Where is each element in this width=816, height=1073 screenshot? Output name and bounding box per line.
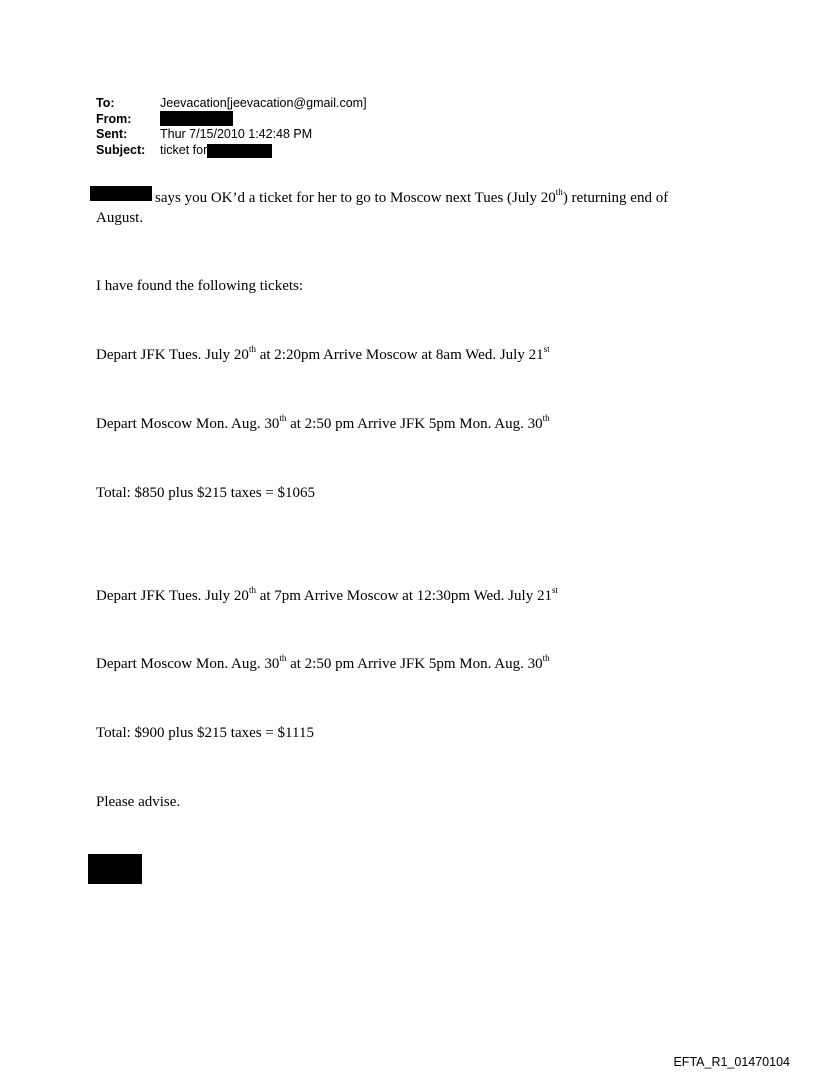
option1-depart-text-b: at 2:20pm Arrive Moscow at 8am Wed. July 21 xyxy=(255,347,544,363)
option2-depart-text-b: at 7pm Arrive Moscow at 12:30pm Wed. July 21 xyxy=(255,588,552,604)
document-id: EFTA_R1_01470104 xyxy=(673,1055,790,1069)
name-redaction xyxy=(90,186,152,201)
option1-return xyxy=(96,415,550,434)
subject-value xyxy=(160,143,272,159)
option2-depart-text-a: Depart JFK Tues. July 20 xyxy=(96,588,249,604)
option2-return-text-b: at 2:50 pm Arrive JFK 5pm Mon. Aug. 30 xyxy=(286,656,543,672)
option2-return-sup1: th xyxy=(279,653,287,663)
closing-text: Please advise. xyxy=(96,794,181,810)
option1-total: Total: $850 plus $215 taxes = $1065 xyxy=(96,485,316,501)
option1-depart xyxy=(96,346,550,365)
option1-return-sup1: th xyxy=(279,413,287,423)
option2-depart xyxy=(96,587,558,606)
sent-label: Sent: xyxy=(96,127,128,141)
option1-return-text-a: Depart Moscow Mon. Aug. 30 xyxy=(96,416,280,432)
signature-redaction xyxy=(88,854,142,884)
subject-redaction xyxy=(207,144,272,158)
option2-return xyxy=(96,655,550,674)
option1-depart-text-a: Depart JFK Tues. July 20 xyxy=(96,347,249,363)
to-value: Jeevacation[jeevacation@gmail.com] xyxy=(160,96,367,110)
from-redaction xyxy=(160,111,233,126)
option1-return-text-b: at 2:50 pm Arrive JFK 5pm Mon. Aug. 30 xyxy=(286,416,543,432)
intro-line-1 xyxy=(155,189,668,208)
intro-text-a: says you OK’d a ticket for her to go to Moscow next Tues (July 20 xyxy=(155,190,556,206)
intro-line-2: August. xyxy=(96,210,144,226)
option2-depart-sup2: st xyxy=(551,585,558,595)
option1-depart-sup2: st xyxy=(543,344,550,354)
from-value xyxy=(160,112,233,128)
to-label: To: xyxy=(96,96,115,110)
option2-depart-sup1: th xyxy=(248,585,256,595)
option2-total: Total: $900 plus $215 taxes = $1115 xyxy=(96,725,314,741)
option1-return-sup2: th xyxy=(542,413,550,423)
intro-sup: th xyxy=(555,187,563,197)
subject-text: ticket for xyxy=(160,142,208,157)
found-text: I have found the following tickets: xyxy=(96,278,304,294)
sent-value: Thur 7/15/2010 1:42:48 PM xyxy=(160,127,313,141)
intro-text-b: ) returning end of xyxy=(562,190,669,206)
subject-label: Subject: xyxy=(96,142,146,157)
option1-depart-sup1: th xyxy=(248,344,256,354)
from-label: From: xyxy=(96,111,132,126)
option2-return-sup2: th xyxy=(542,653,550,663)
option2-return-text-a: Depart Moscow Mon. Aug. 30 xyxy=(96,656,280,672)
